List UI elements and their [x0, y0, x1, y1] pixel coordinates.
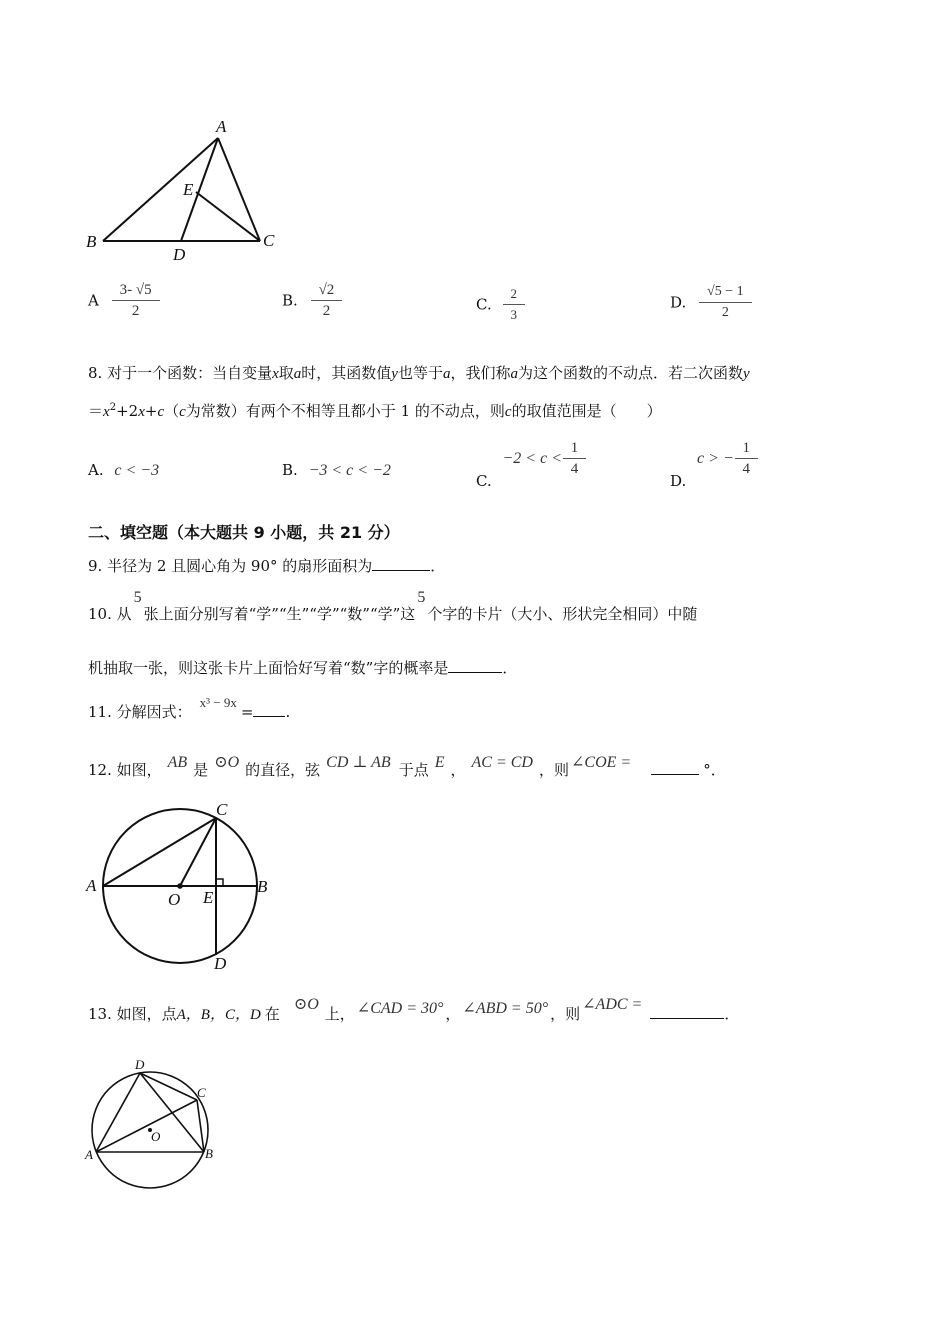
option-label: D.	[670, 471, 687, 490]
var: a	[510, 366, 518, 382]
var: y	[391, 366, 398, 382]
exponent: 2	[109, 402, 117, 413]
text: ，	[445, 1005, 461, 1023]
math: E	[434, 754, 445, 771]
text: 时，其函数值	[301, 364, 392, 382]
label-d: D	[173, 245, 186, 264]
denominator: 3	[503, 304, 526, 325]
math: ⊙O	[293, 996, 319, 1013]
text: 个字的卡片（大小、形状完全相同）中随	[427, 605, 698, 623]
label-b: B	[205, 1146, 213, 1161]
q7-option-b[interactable]	[282, 280, 338, 321]
option-expr: c > −	[697, 449, 734, 467]
text: 12. 如图，	[88, 761, 162, 779]
text: 张上面分别写着“学”“生”“学”“数”“学”这	[143, 605, 416, 623]
var: x	[272, 366, 279, 382]
number: 5	[417, 589, 426, 606]
numerator: 3- √5	[119, 282, 152, 298]
math: ∠COE =	[571, 754, 632, 771]
label-o: O	[151, 1129, 161, 1144]
option-label: B.	[282, 291, 298, 310]
numerator: 2	[510, 286, 517, 301]
math: CD ⊥ AB	[326, 754, 391, 771]
text: 于点	[398, 761, 429, 779]
option-label: D.	[670, 293, 687, 312]
q7-option-c[interactable]	[476, 284, 521, 325]
answer-blank[interactable]	[650, 1004, 724, 1019]
label-d: D	[214, 954, 227, 973]
text: ．	[430, 557, 446, 575]
figure-triangle-abc	[80, 110, 290, 265]
option-label: C.	[476, 295, 492, 314]
text: （	[164, 402, 180, 420]
label-c: C	[216, 800, 228, 819]
var: c	[504, 404, 512, 420]
text: 在	[264, 1005, 280, 1023]
option-label: A.	[88, 461, 104, 479]
text: 为这个函数的不动点．若二次函数	[518, 364, 744, 382]
math: ∠ABD = 50°	[462, 1000, 549, 1017]
q8-option-a[interactable]	[88, 460, 159, 481]
text: 的直径，弦	[245, 761, 321, 779]
text: ＝	[88, 402, 104, 420]
option-label: A	[88, 291, 99, 310]
text: ．	[502, 659, 518, 677]
q7-option-d[interactable]	[670, 282, 748, 323]
answer-blank[interactable]	[448, 658, 502, 673]
var: x	[103, 404, 110, 420]
var: y	[743, 366, 750, 382]
option-expr: −2 < c <	[502, 449, 562, 467]
denominator: 2	[311, 300, 343, 321]
text: 机抽取一张，则这张卡片上面恰好写着“数”字的概率是	[88, 659, 449, 677]
label-d: D	[135, 1057, 145, 1072]
var: x	[138, 404, 145, 420]
math: AB	[167, 754, 188, 771]
text: =	[240, 703, 254, 721]
text: .	[285, 703, 291, 721]
label-o: O	[168, 890, 181, 909]
label-b: B	[257, 877, 268, 896]
var: c	[179, 404, 186, 420]
q10-line-2	[88, 658, 517, 678]
figure-circle-o-chord-cd	[80, 795, 290, 975]
label-e: E	[183, 180, 194, 199]
q8-line-2	[88, 398, 662, 422]
option-expr: −3 < c < −2	[308, 462, 391, 479]
text: 上，	[324, 1005, 355, 1023]
q13	[88, 996, 740, 1025]
text: 取	[278, 364, 294, 382]
text: 是	[193, 761, 209, 779]
numerator: 1	[742, 440, 751, 456]
numerator: √5 − 1	[707, 284, 744, 299]
text: 9. 半径为 2 且圆心角为 90° 的扇形面积为	[88, 557, 373, 575]
text: ，我们称	[450, 364, 511, 382]
option-expr: c < −3	[114, 462, 160, 479]
text: +2	[116, 402, 139, 420]
text: 也等于	[397, 364, 443, 382]
option-label: C.	[476, 471, 492, 490]
number: 5	[133, 589, 142, 606]
section-title: 二、填空题（本大题共 9 小题，共 21 分）	[88, 523, 400, 542]
q8-option-c[interactable]	[476, 438, 582, 490]
var: a	[293, 366, 302, 382]
var: c	[157, 404, 165, 420]
text: 11. 分解因式：	[88, 703, 192, 721]
denominator: 4	[735, 458, 759, 479]
denominator: 2	[699, 302, 752, 323]
label-a: A	[216, 117, 227, 136]
answer-blank[interactable]	[372, 556, 430, 571]
text: 8. 对于一个函数：当自变量	[88, 364, 273, 382]
math: ⊙O	[214, 754, 240, 771]
q12	[88, 754, 726, 781]
math: ∠CAD = 30°	[356, 1000, 444, 1017]
text: ，	[450, 761, 466, 779]
figure-circle-o-quadrilateral	[80, 1055, 230, 1195]
denominator: 2	[112, 300, 160, 321]
q10-line-1	[88, 589, 698, 625]
option-label: B.	[282, 461, 298, 479]
text: +	[144, 402, 158, 420]
q8-line-1	[88, 363, 750, 384]
text: 13. 如图，点	[88, 1005, 177, 1023]
label-b: B	[86, 232, 97, 251]
text: ，则	[538, 761, 569, 779]
math-expr: x³ − 9x	[199, 695, 237, 710]
q9	[88, 556, 445, 576]
math: ∠ADC =	[582, 996, 643, 1013]
text: ．	[724, 1005, 740, 1023]
answer-blank[interactable]	[651, 760, 699, 775]
var: a	[442, 366, 451, 382]
q7-option-a[interactable]	[88, 280, 156, 321]
text: 10. 从	[88, 605, 132, 623]
q11	[88, 695, 291, 723]
answer-blank[interactable]	[253, 702, 285, 717]
numerator: 1	[570, 440, 579, 456]
text: 为常数）有两个不相等且都小于 1 的不动点，则	[185, 402, 505, 420]
q8-option-b[interactable]	[282, 460, 391, 481]
points: A，B，C，D	[176, 1007, 261, 1023]
denominator: 4	[563, 458, 587, 479]
label-a: A	[86, 876, 97, 895]
numerator: √2	[318, 282, 335, 298]
label-a: A	[85, 1147, 93, 1162]
text: 的取值范围是（ ）	[511, 402, 662, 420]
text: ，则	[550, 1005, 581, 1023]
math: AC = CD	[471, 754, 533, 771]
label-c: C	[197, 1085, 206, 1100]
label-e: E	[203, 888, 214, 907]
text: °．	[703, 761, 726, 779]
q8-option-d[interactable]	[670, 438, 754, 490]
label-c: C	[263, 231, 275, 250]
